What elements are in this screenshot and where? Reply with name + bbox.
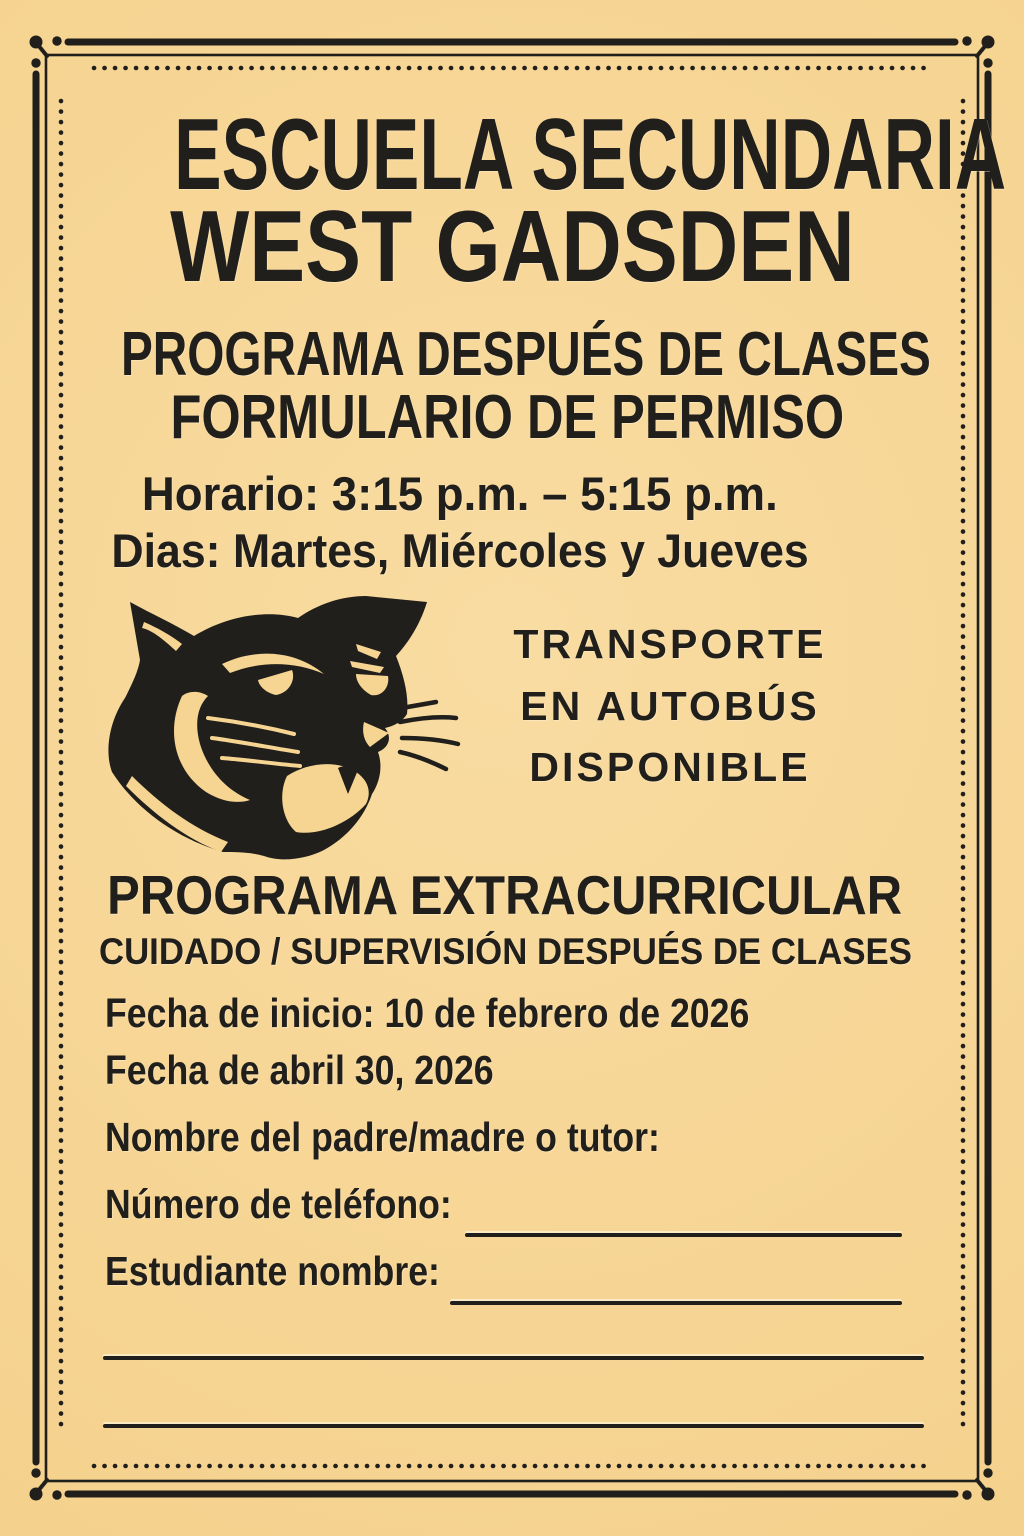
subtitle-line2: FORMULARIO DE PERMISO [170,383,844,452]
subtitle-line1: PROGRAMA DESPUÉS DE CLASES [120,320,931,389]
section-subheading-row [0,933,1010,970]
transport-line2: EN AUTOBÚS [520,683,820,729]
subtitle-line2-row [0,383,1014,452]
end-date-row [105,1047,552,1093]
student-name-row [105,1248,490,1294]
section-heading-row [0,864,1010,926]
start-date: Fecha de inicio: 10 de febrero de 2026 [105,990,750,1036]
phone-label: Número de teléfono: [105,1181,452,1227]
transport-line1-row [420,621,920,667]
page-title-line2 [0,191,1024,303]
transport-line3: DISPONIBLE [529,744,811,790]
transport-line2-row [420,683,920,729]
section-subheading: CUIDADO / SUPERVISIÓN DESPUÉS DE CLASES [98,931,912,972]
parent-name-row [105,1114,743,1160]
schedule-text: Horario: 3:15 p.m. – 5:15 p.m. [142,467,778,520]
start-date-row [105,990,846,1036]
end-date: Fecha de abril 30, 2026 [105,1047,494,1093]
school-name-line1: ESCUELA SECUNDARIA [174,99,1007,211]
phone-fill-line [465,1233,902,1237]
days-text: Dias: Martes, Miércoles y Jueves [111,524,809,577]
section-heading: PROGRAMA EXTRACURRICULAR [107,864,903,926]
transport-line3-row [420,744,920,790]
schedule-row [0,467,920,520]
subtitle-line1-row [0,320,1014,389]
blank-fill-line-1 [103,1356,924,1360]
school-name-line2: WEST GADSDEN [169,191,855,303]
transport-line1: TRANSPORTE [513,621,827,667]
parent-name-label: Nombre del padre/madre o tutor: [105,1114,660,1160]
phone-row [105,1181,504,1227]
student-name-fill-line [450,1301,902,1305]
blank-fill-line-2 [103,1424,924,1428]
days-row [0,524,920,577]
student-name-label: Estudiante nombre: [105,1248,440,1294]
